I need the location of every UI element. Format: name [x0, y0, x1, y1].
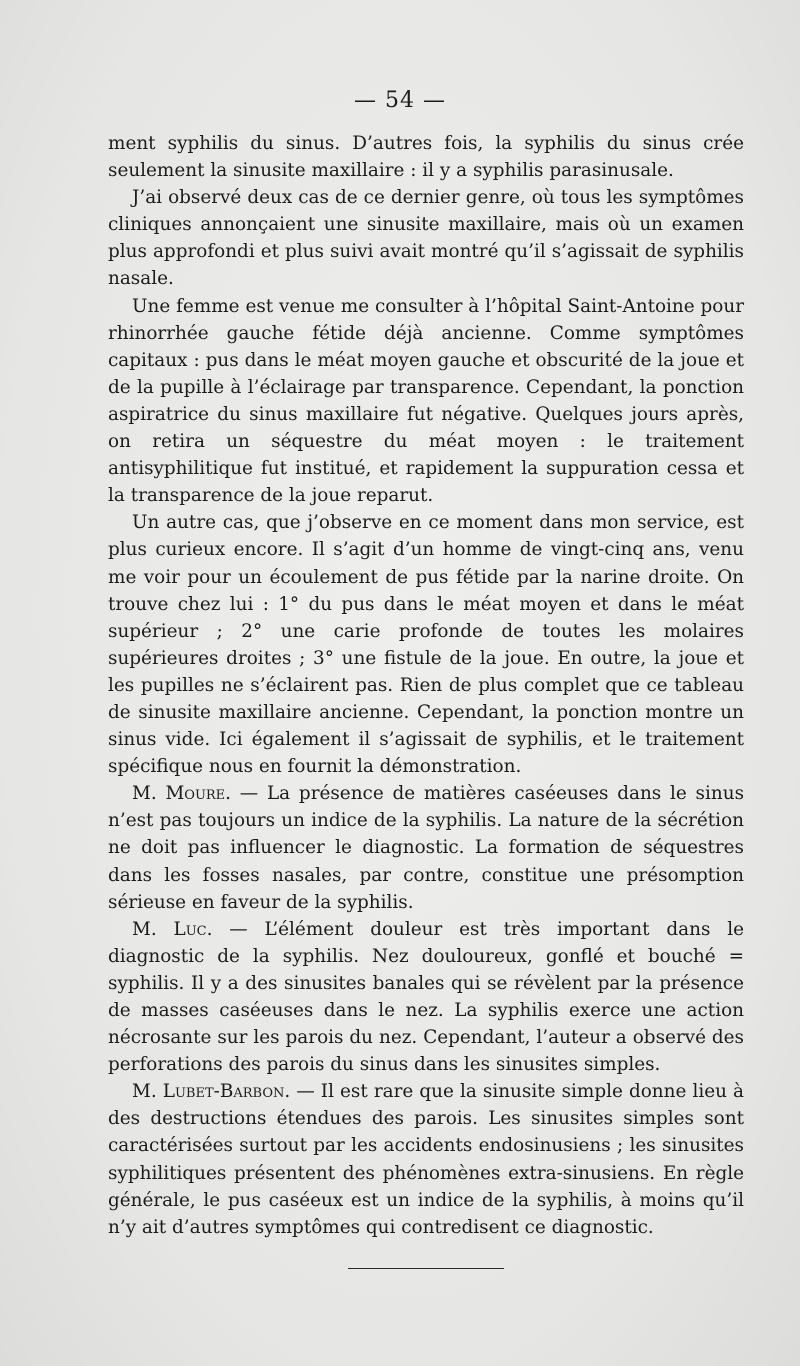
discussion-text: — La présence de matières caséeuses dans le sinus n’est pas toujours un indice de la syphilis. La nature de la sécrétion ne doit pas influencer le diagnostic. La formation de séquestres dans les fosses nasales, par contre, constitue une présomption sérieuse en faveur de la syphilis. [108, 783, 745, 913]
page-number: — 54 — [354, 88, 446, 113]
body-text [108, 130, 744, 1241]
discussion-paragraph [108, 780, 744, 915]
discussion-paragraph [108, 1078, 744, 1241]
speaker-name: M. Lubet-Barbon. [132, 1081, 291, 1103]
discussion-text: — Il est rare que la sinusite simple donne lieu à des destructions étendues des parois. Les sinusites simples sont caractérisées surtout par les accidents endosinusiens ; les sinusites syphilitiques présentent des phénomènes extra-sinusiens. En règle générale, le pus caséeux est un indice de la syphilis, à moins qu’il n’y ait d’autres symptômes qui contredisent ce diagnostic. [108, 1081, 744, 1238]
closing-rule [348, 1268, 504, 1269]
speaker-name: M. Moure. [132, 783, 232, 805]
paragraph: J’ai observé deux cas de ce dernier genre, où tous les symptômes cliniques annonçaient une sinusite maxillaire, mais où un examen plus approfondi et plus suivi avait montré qu’il s’agissait de syphilis nasale. [108, 187, 744, 290]
paragraph: Un autre cas, que j’observe en ce moment dans mon service, est plus curieux encore. Il s’agit d’un homme de vingt-cinq ans, venu me voir pour un écoulement de pus fétide par la narine droite. On trouve chez lui : 1° du pus dans le méat moyen et dans le méat supérieur ; 2° une carie profonde de toutes les molaires supérieures droites ; 3° une fistule de la joue. En outre, la joue et les pupilles ne s’éclairent pas. Rien de plus complet que ce tableau de sinusite maxillaire ancienne. Cependant, la ponction montre un sinus vide. Ici également il s’agissait de syphilis, et le traitement spécifique nous en fournit la démonstration. [108, 512, 744, 778]
paragraph: ment syphilis du sinus. D’autres fois, la syphilis du sinus crée seulement la sinusite maxillaire : il y a syphilis parasinusale. [108, 133, 744, 182]
discussion-text: — L’élément douleur est très important dans le diagnostic de la syphilis. Nez douloureux, gonflé et bouché = syphilis. Il y a des sinusites banales qui se révèlent par la présence de masses caséeuses dans le nez. La syphilis exerce une action nécrosante sur les parois du nez. Cependant, l’auteur a observé des perforations des parois du sinus dans les sinusites simples. [108, 918, 744, 1076]
paragraph: Une femme est venue me consulter à l’hôpital Saint-Antoine pour rhinorrhée gauche fétide déjà ancienne. Comme symptômes capitaux : pus dans le méat moyen gauche et obscurité de la joue et de la pupille à l’éclairage par transparence. Cependant, la ponction aspiratrice du sinus maxillaire fut négative. Quelques jours après, on retira un séquestre du méat moyen : le traitement antisyphilitique fut institué, et rapidement la suppuration cessa et la transparence de la joue reparut. [108, 295, 744, 507]
speaker-name: M. Luc. [132, 918, 213, 940]
discussion-paragraph [108, 916, 744, 1079]
